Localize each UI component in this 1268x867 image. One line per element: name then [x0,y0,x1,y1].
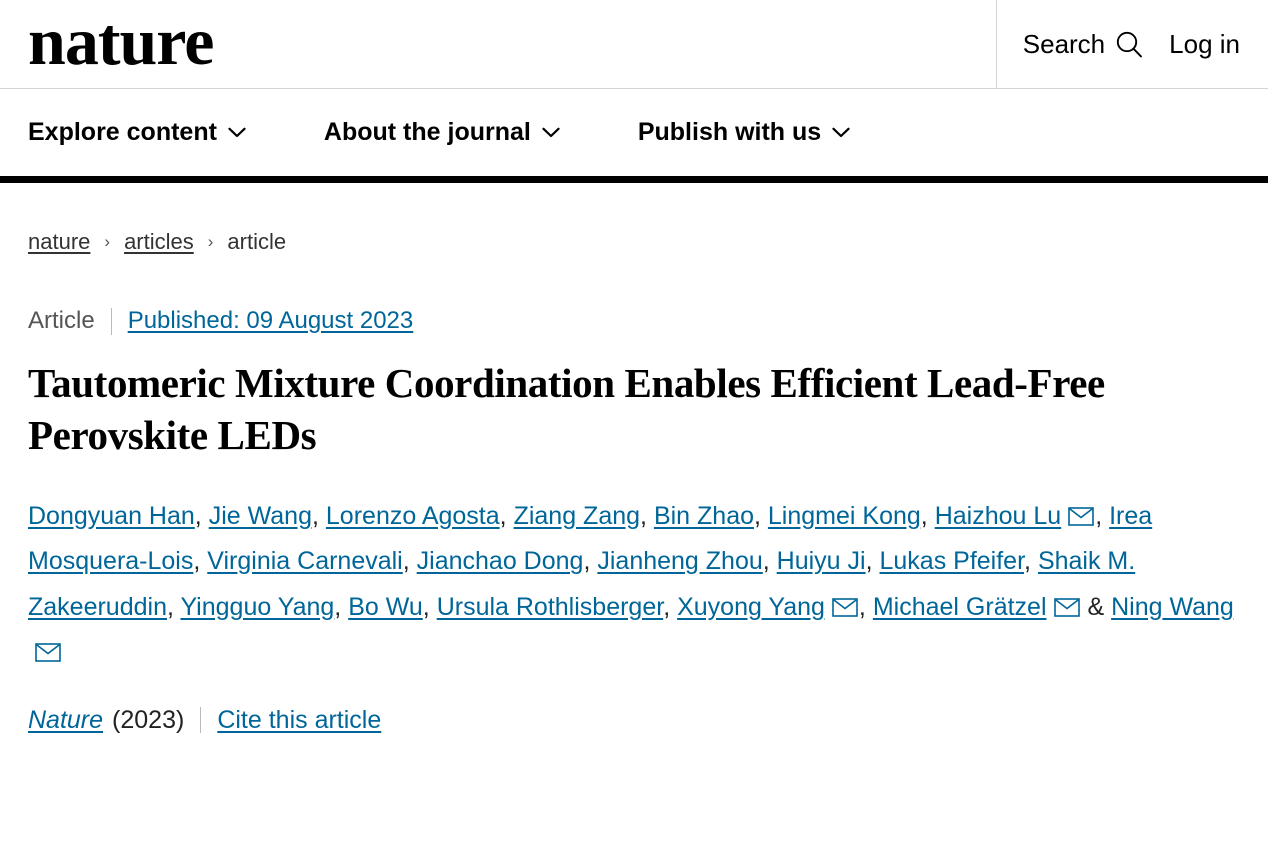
nav-item-publish-with-us[interactable] [638,118,850,147]
journal-year: (2023) [112,705,185,734]
author-separator: , [194,501,209,530]
author-link[interactable]: Lingmei Kong [767,501,921,530]
journal-citation-line [28,706,1240,735]
author-separator: , [422,592,437,621]
chevron-down-icon [832,127,850,138]
nav-item-label: About the journal [323,118,531,146]
author-link[interactable]: Lukas Pfeifer [879,547,1025,576]
nav-item-about-the-journal[interactable] [324,118,560,147]
author-separator: , [865,547,880,576]
site-masthead [0,0,1268,89]
meta-divider [200,707,201,733]
journal-name-link[interactable]: Nature [28,705,104,734]
author-link[interactable]: Ziang Zang [513,501,641,530]
nav-item-label: Publish with us [637,118,822,146]
author-separator: , [583,547,598,576]
author-separator: , [1095,501,1110,530]
article-meta [28,307,1240,335]
author-list [28,494,1240,676]
chevron-down-icon [228,127,246,138]
author-link[interactable]: Shaik M. Zakeeruddin [28,547,1136,621]
author-separator: , [312,501,326,530]
breadcrumb-item-articles[interactable]: articles [124,229,194,254]
nature-logo[interactable]: nature [28,3,214,79]
nav-item-label: Explore content [28,118,217,146]
nav-item-explore-content[interactable] [28,118,246,147]
author-link[interactable]: Virginia Carnevali [207,547,403,576]
author-link[interactable]: Bo Wu [348,592,423,621]
breadcrumb-item-nature[interactable]: nature [28,229,91,254]
author-separator: , [663,592,678,621]
breadcrumb-separator-icon: › [207,232,214,251]
masthead-actions [996,0,1268,88]
search-button[interactable] [1023,29,1169,60]
author-separator: , [762,547,777,576]
article-metrics-line [28,761,1240,775]
author-link[interactable]: Jianchao Dong [416,547,584,576]
search-icon [1115,30,1143,58]
chevron-down-icon [542,127,560,138]
page-title: Tautomeric Mixture Coordination Enables Efficient Lead-Free Perovskite LEDs [28,360,1105,459]
author-separator: , [499,501,514,530]
breadcrumb-item-article: article [227,229,287,254]
author-link[interactable]: Ursula Rothlisberger [436,592,664,621]
article-header-region [0,229,1268,775]
author-link[interactable]: Irea Mosquera-Lois [28,501,1153,576]
breadcrumb-separator-icon: › [104,232,111,251]
published-date-link[interactable]: Published: 09 August 2023 [127,307,414,334]
search-label: Search [1022,28,1106,59]
author-separator: , [640,501,654,530]
author-link[interactable]: Lorenzo Agosta [325,501,500,530]
breadcrumb [28,229,1240,255]
email-icon[interactable] [1054,598,1080,617]
author-separator: , [402,547,417,576]
article-type-label: Article [28,307,95,334]
author-link[interactable]: Michael Grätzel [872,592,1047,621]
author-separator: , [334,592,349,621]
primary-navigation [0,89,1268,183]
meta-divider [111,308,112,335]
author-link[interactable]: Bin Zhao [653,501,754,530]
email-icon[interactable] [35,643,61,662]
author-separator: , [1024,547,1038,576]
author-link[interactable]: Haizhou Lu [934,501,1062,530]
author-link[interactable]: Dongyuan Han [28,501,195,530]
author-separator: , [920,501,935,530]
author-link[interactable]: Xuyong Yang [677,592,825,621]
author-separator: , [193,547,208,576]
author-separator: , [754,501,768,530]
email-icon[interactable] [1068,507,1094,526]
author-link[interactable]: Huiyu Ji [776,547,866,576]
author-link[interactable]: Yingguo Yang [180,592,335,621]
email-icon[interactable] [832,598,858,617]
author-separator: , [858,592,873,621]
author-link[interactable]: Jianheng Zhou [597,547,763,576]
author-separator: , [166,592,181,621]
authors-ampersand: & [1087,592,1105,621]
author-link[interactable]: Ning Wang [1111,592,1234,621]
cite-this-article-link[interactable]: Cite this article [217,705,382,734]
author-link[interactable]: Jie Wang [208,501,312,530]
login-button[interactable]: Log in [1169,28,1240,59]
